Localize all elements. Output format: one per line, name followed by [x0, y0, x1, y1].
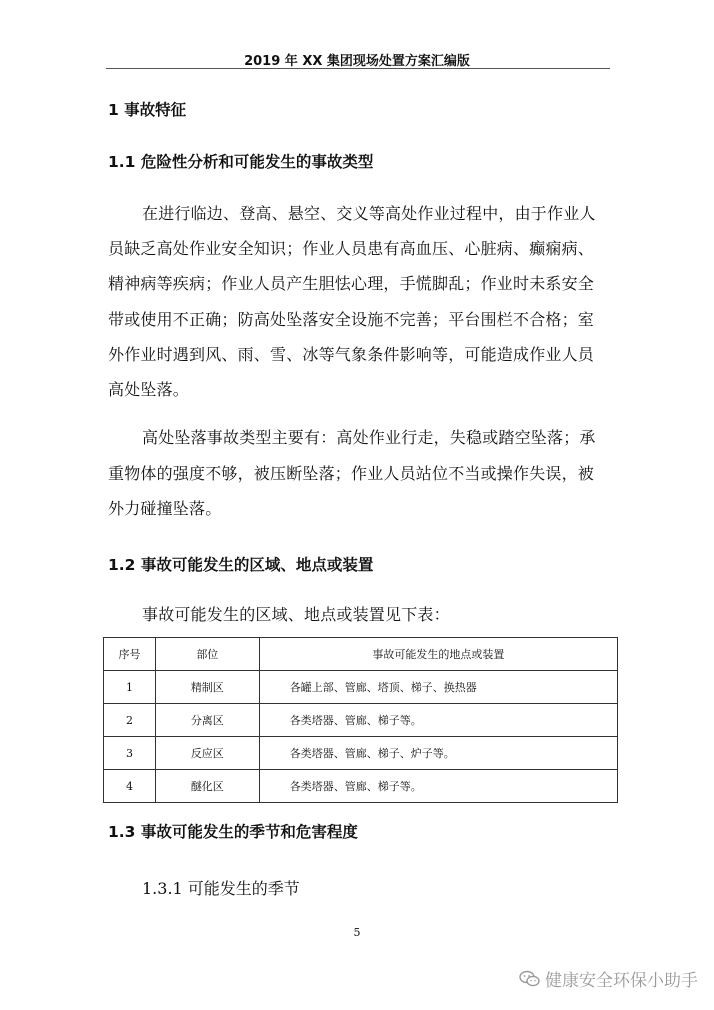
wechat-icon	[519, 970, 541, 993]
subsection-1-3-1-heading: 1.3.1 可能发生的季节	[142, 879, 300, 898]
table-row	[104, 770, 618, 803]
paragraph-line: 带或使用不正确；防高处坠落安全设施不完善；平台围栏不合格；室	[108, 310, 595, 329]
location-table	[103, 637, 618, 803]
table-cell: 3	[104, 737, 156, 770]
table-cell: 1	[104, 671, 156, 704]
column-header: 事故可能发生的地点或装置	[259, 638, 617, 671]
header-title: 2019 年 XX 集团现场处置方案汇编版	[244, 54, 470, 69]
paragraph-line: 重物体的强度不够，被压断坠落；作业人员站位不当或操作失误，被	[108, 464, 595, 483]
table-cell: 各类塔器、管廊、梯子等。	[259, 770, 617, 803]
paragraph-line: 员缺乏高处作业安全知识；作业人员患有高血压、心脏病、癫痫病、	[108, 239, 595, 258]
table-row	[104, 671, 618, 704]
section-1-3-heading: 1.3 事故可能发生的季节和危害程度	[108, 823, 358, 841]
table-cell: 醚化区	[155, 770, 259, 803]
header-rule	[106, 68, 610, 69]
paragraph-line: 高处坠落事故类型主要有：高处作业行走，失稳或踏空坠落；承	[142, 428, 596, 447]
section-1-1-heading: 1.1 危险性分析和可能发生的事故类型	[108, 153, 374, 171]
table-cell: 4	[104, 770, 156, 803]
column-header: 部位	[155, 638, 259, 671]
paragraph-line: 在进行临边、登高、悬空、交义等高处作业过程中，由于作业人	[142, 204, 596, 223]
watermark	[519, 966, 698, 993]
table-cell: 各罐上部、管廊、塔顶、梯子、换热器	[259, 671, 617, 704]
table-row	[104, 704, 618, 737]
table-row	[104, 737, 618, 770]
page-number: 5	[353, 926, 361, 939]
table-cell: 2	[104, 704, 156, 737]
table-cell: 精制区	[155, 671, 259, 704]
table-header-row	[104, 638, 618, 671]
table-cell: 各类塔器、管廊、梯子等。	[259, 704, 617, 737]
table-cell: 分离区	[155, 704, 259, 737]
paragraph-line: 外力碰撞坠落。	[108, 499, 222, 518]
watermark-text: 健康安全环保小助手	[545, 971, 698, 991]
section-1-2-heading: 1.2 事故可能发生的区域、地点或装置	[108, 556, 374, 574]
column-header: 序号	[104, 638, 156, 671]
table-cell: 反应区	[155, 737, 259, 770]
paragraph-line: 精神病等疾病；作业人员产生胆怯心理，手慌脚乱；作业时未系安全	[108, 274, 595, 293]
table-cell: 各类塔器、管廊、梯子、炉子等。	[259, 737, 617, 770]
paragraph-line: 外作业时遇到风、雨、雪、冰等气象条件影响等，可能造成作业人员	[108, 345, 595, 364]
section-1-heading: 1 事故特征	[108, 101, 187, 119]
table-intro: 事故可能发生的区域、地点或装置见下表：	[142, 605, 450, 624]
paragraph-line: 高处坠落。	[108, 380, 190, 399]
